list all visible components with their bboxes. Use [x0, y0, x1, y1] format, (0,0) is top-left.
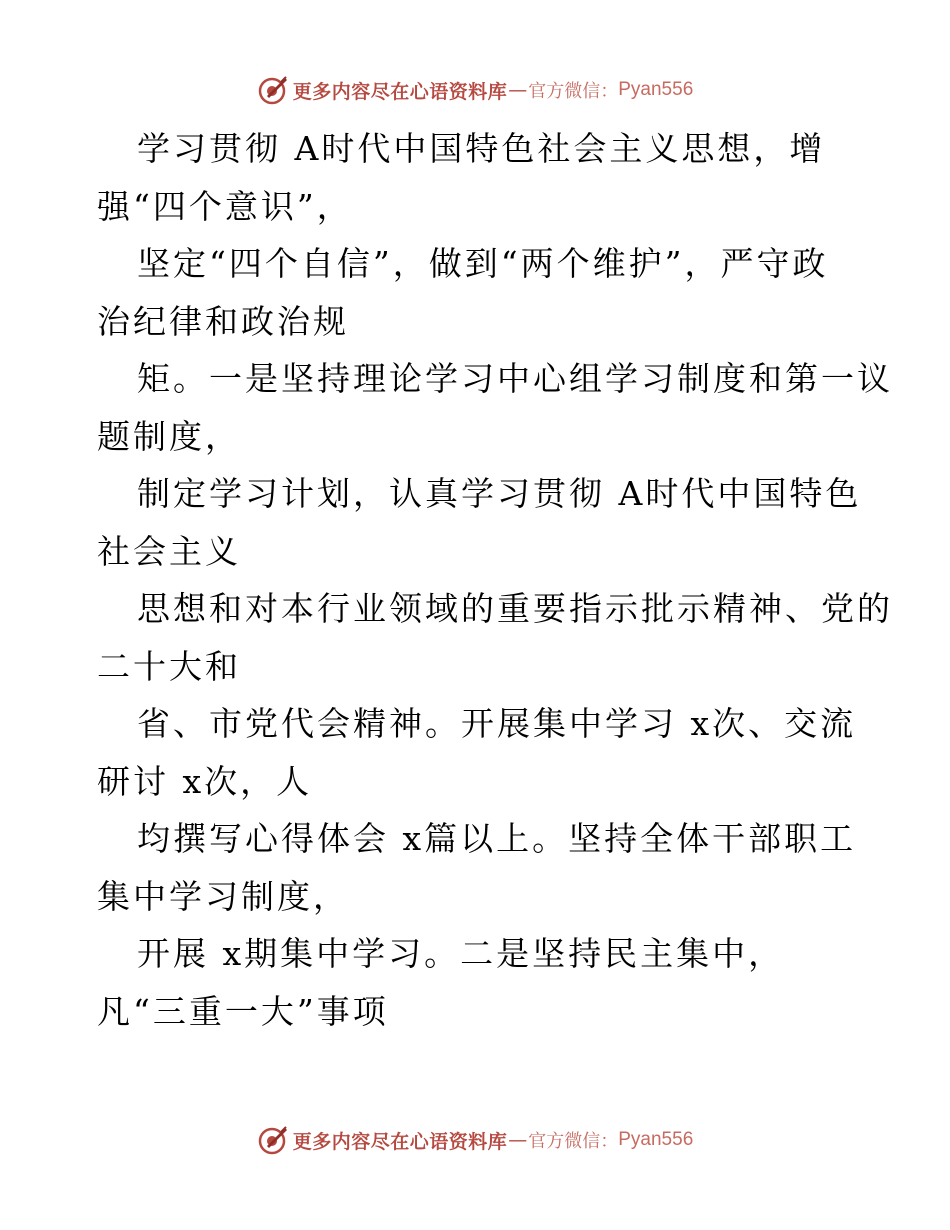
banner-separator: —: [508, 79, 528, 101]
text-line: 矩。一是坚持理论学习中心组学习制度和第一议: [137, 359, 893, 398]
text-line: 社会主义: [97, 531, 241, 571]
document-body: [97, 120, 897, 1040]
text-line: 制定学习计划，认真学习贯彻 A时代中国特色: [137, 474, 862, 513]
text-line: 凡“三重一大”事项: [97, 991, 389, 1031]
text-line: 坚定“四个自信”，做到“两个维护”，严守政: [137, 244, 829, 283]
quill-logo-icon: [257, 74, 289, 106]
banner-title: 更多内容尽在心语资料库: [292, 1130, 508, 1153]
banner-wechat-id: Pyan556: [618, 1129, 694, 1150]
text-line: 二十大和: [97, 646, 241, 686]
text-line: 研讨 x次，人: [97, 761, 313, 801]
text-line: 省、市党代会精神。开展集中学习 x次、交流: [137, 704, 857, 743]
text-line: 治纪律和政治规: [97, 301, 349, 341]
header-watermark-banner: [0, 70, 950, 110]
text-line: 强“四个意识”，: [97, 186, 353, 226]
text-line: 开展 x期集中学习。二是坚持民主集中，: [137, 934, 785, 973]
banner-separator: —: [508, 1129, 528, 1151]
footer-watermark-banner: [0, 1120, 950, 1160]
text-line: 集中学习制度，: [97, 876, 349, 916]
quill-logo-icon: [257, 1124, 289, 1156]
text-line: 均撰写心得体会 x篇以上。坚持全体干部职工: [137, 819, 857, 858]
text-line: 思想和对本行业领域的重要指示批示精神、党的: [137, 589, 893, 628]
text-line: 题制度，: [97, 416, 241, 456]
banner-wechat-id: Pyan556: [618, 79, 694, 100]
banner-wechat-label: 官方微信：: [528, 1131, 619, 1152]
banner-title: 更多内容尽在心语资料库: [292, 80, 508, 103]
text-line: 学习贯彻 A时代中国特色社会主义思想，增: [137, 129, 826, 168]
banner-wechat-label: 官方微信：: [528, 81, 619, 102]
